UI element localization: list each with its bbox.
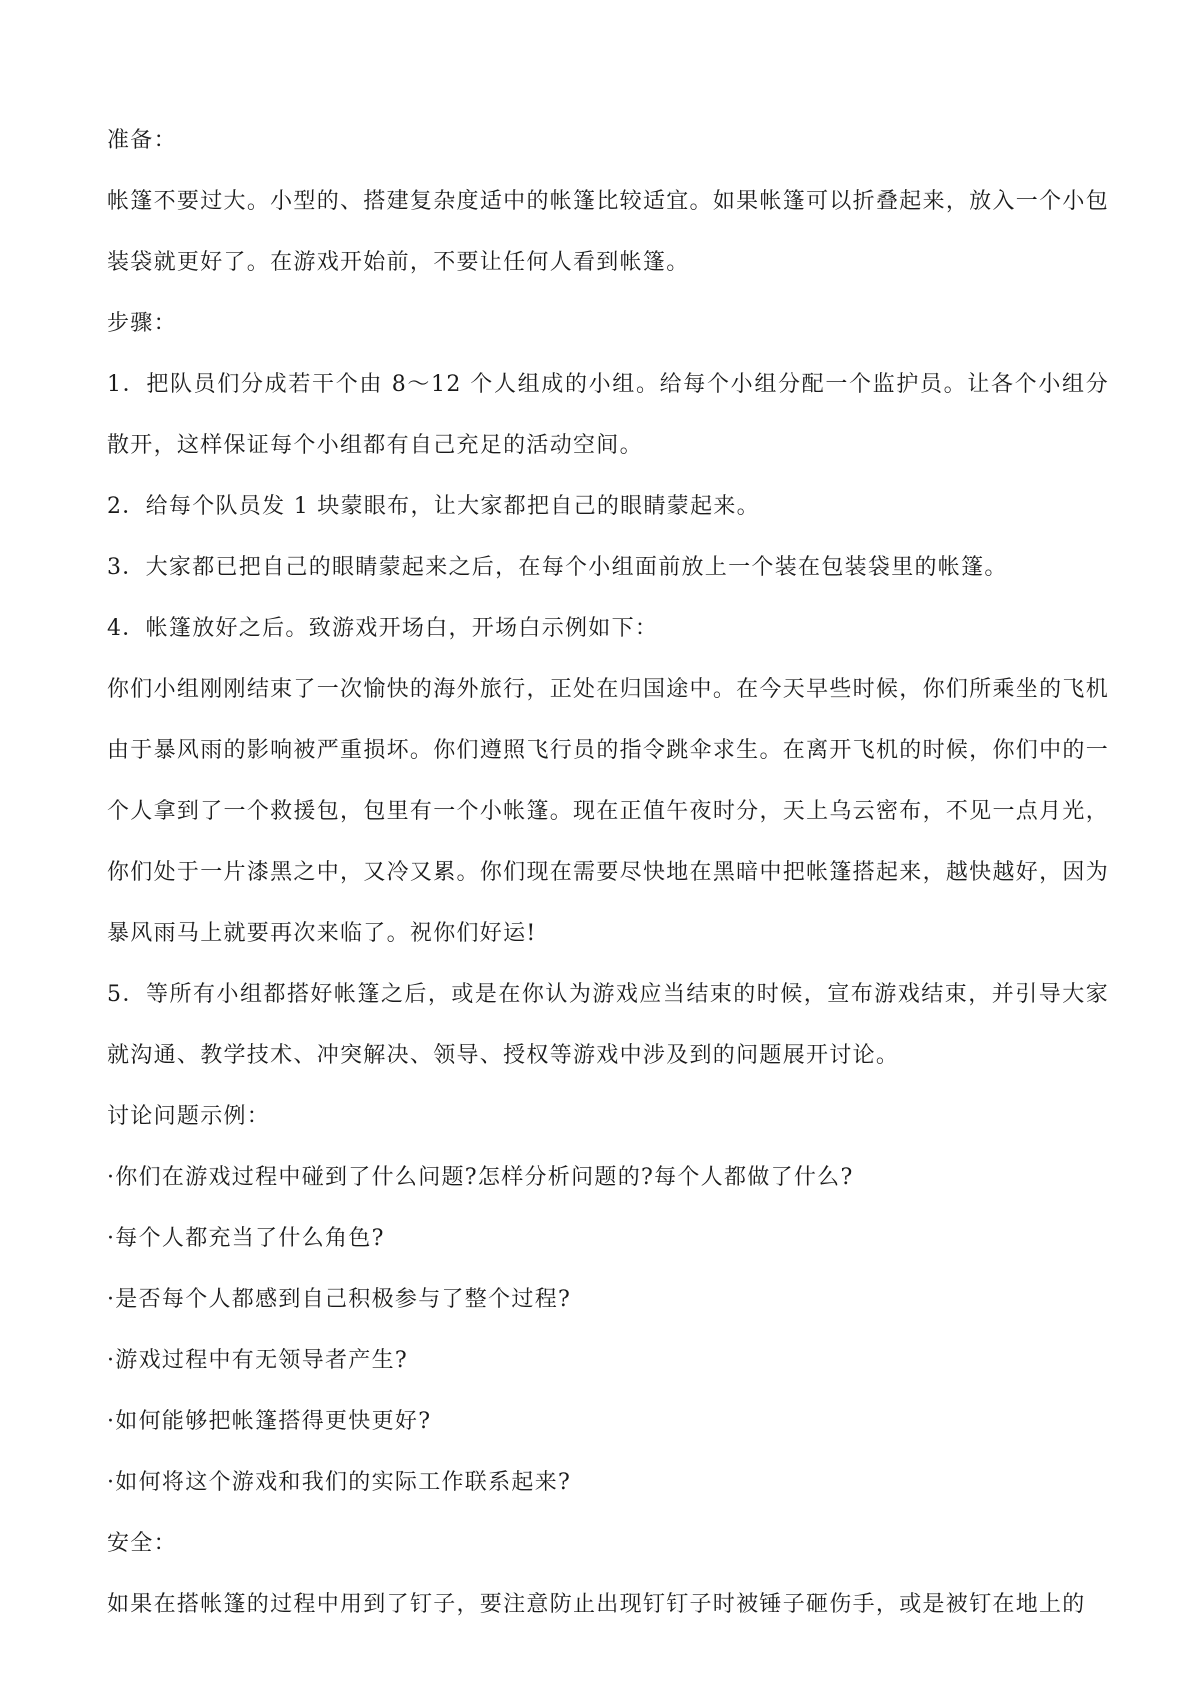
section-heading-safety: 安全： <box>107 1531 177 1556</box>
document-body <box>107 110 1109 1635</box>
step-1: 1．把队员们分成若干个由 8～12 个人组成的小组。给每个小组分配一个监护员。让各个小组分散开，这样保证每个小组都有自己充足的活动空间。 <box>107 372 1109 458</box>
step-3: 3．大家都已把自己的眼睛蒙起来之后，在每个小组面前放上一个装在包装袋里的帐篷。 <box>107 555 1008 580</box>
paragraph-preparation: 帐篷不要过大。小型的、搭建复杂度适中的帐篷比较适宜。如果帐篷可以折叠起来，放入一个小包装袋就更好了。在游戏开始前，不要让任何人看到帐篷。 <box>107 189 1109 275</box>
discussion-question: ·如何能够把帐篷搭得更快更好? <box>107 1409 432 1434</box>
step-2: 2．给每个队员发 1 块蒙眼布，让大家都把自己的眼睛蒙起来。 <box>107 494 760 519</box>
discussion-question: ·你们在游戏过程中碰到了什么问题?怎样分析问题的?每个人都做了什么? <box>107 1165 854 1190</box>
discussion-question: ·是否每个人都感到自己积极参与了整个过程? <box>107 1287 572 1312</box>
discussion-question: ·如何将这个游戏和我们的实际工作联系起来? <box>107 1470 572 1495</box>
step-4: 4．帐篷放好之后。致游戏开场白，开场白示例如下： <box>107 616 659 641</box>
step-5: 5．等所有小组都搭好帐篷之后，或是在你认为游戏应当结束的时候，宣布游戏结束，并引导大家就沟通、教学技术、冲突解决、领导、授权等游戏中涉及到的问题展开讨论。 <box>107 982 1109 1068</box>
section-heading-steps: 步骤： <box>107 311 177 336</box>
opening-speech: 你们小组刚刚结束了一次愉快的海外旅行，正处在归国途中。在今天早些时候，你们所乘坐的飞机由于暴风雨的影响被严重损坏。你们遵照飞行员的指令跳伞求生。在离开飞机的时候，你们中的一个人拿到了一个救援包，包里有一个小帐篷。现在正值午夜时分，天上乌云密布，不见一点月光，你们处于一片漆黑之中，又冷又累。你们现在需要尽快地在黑暗中把帐篷搭起来，越快越好，因为暴风雨马上就要再次来临了。祝你们好运! <box>107 677 1109 946</box>
discussion-question: ·游戏过程中有无领导者产生? <box>107 1348 408 1373</box>
paragraph-safety: 如果在搭帐篷的过程中用到了钉子，要注意防止出现钉钉子时被锤子砸伤手，或是被钉在地上的 <box>107 1592 1086 1617</box>
section-heading-preparation: 准备： <box>107 128 177 153</box>
section-heading-discussion: 讨论问题示例： <box>107 1104 271 1129</box>
discussion-question: ·每个人都充当了什么角色? <box>107 1226 385 1251</box>
